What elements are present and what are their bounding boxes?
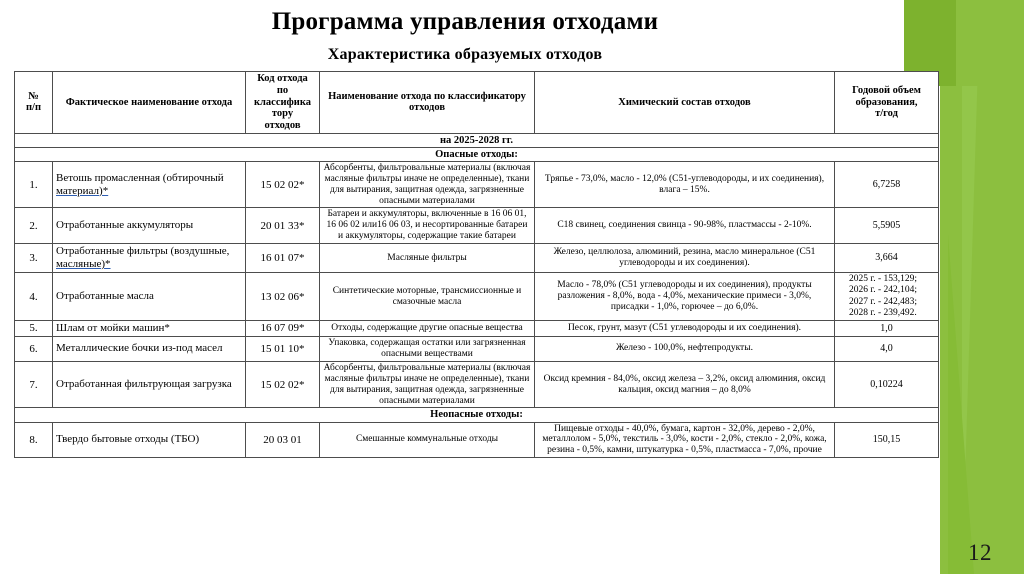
column-header-code-line4: тору [271, 108, 294, 120]
cell-number: 7. [15, 361, 53, 408]
cell-code: 15 02 02* [246, 361, 320, 408]
cell-volume: 0,10224 [835, 361, 939, 408]
cell-number: 4. [15, 273, 53, 321]
cell-volume: 1,0 [835, 320, 939, 336]
table-row [15, 361, 939, 408]
page-subtitle: Характеристика образуемых отходов [327, 46, 603, 63]
cell-name-text: Твердо бытовые отходы (ТБО) [56, 433, 200, 446]
column-header-number [15, 72, 53, 134]
table-header-row [15, 72, 939, 134]
cell-number: 8. [15, 422, 53, 458]
table-row [15, 422, 939, 458]
green-top-block-light [956, 0, 1024, 86]
cell-number: 1. [15, 161, 53, 208]
volume-year-line: 2028 г. - 239,492. [849, 307, 917, 318]
column-header-volume-line2: образования, [855, 96, 918, 108]
green-sliver-b [948, 234, 974, 574]
cell-volume: 6,7258 [835, 161, 939, 208]
cell-chemical: Масло - 78,0% (С51 углеводороды и их соединения), продукты разложения - 8,0%, вода - 4,0%, механические примеси - 3,0%, присадки - 1,0%, горючее – до 6,0%. [535, 273, 835, 321]
column-header-code-line5: отходов [264, 120, 301, 131]
cell-name-text: Металлические бочки из-под масел [56, 342, 223, 355]
cell-actual-name [53, 361, 246, 408]
table-row [15, 336, 939, 361]
slide-number: 12 [968, 540, 992, 565]
table-row [15, 161, 939, 208]
title-block [0, 0, 930, 64]
table-row [15, 320, 939, 336]
cell-name-text: Ветошь промасленная (обтирочный [56, 171, 224, 184]
cell-code: 16 07 09* [246, 320, 320, 336]
cell-chemical: С18 свинец, соединения свинца - 90-98%, пластмассы - 2-10%. [535, 208, 835, 244]
cell-actual-name [53, 422, 246, 458]
cell-actual-name [53, 244, 246, 273]
cell-chemical: Песок, грунт, мазут (С51 углеводороды и их соединения). [535, 320, 835, 336]
cell-classifier: Упаковка, содержащая остатки или загрязненная опасными веществами [320, 336, 535, 361]
table-row [15, 273, 939, 321]
cell-number: 6. [15, 336, 53, 361]
cell-classifier: Синтетические моторные, трансмиссионные и смазочные масла [320, 273, 535, 321]
cell-name-text: Шлам от мойки машин* [56, 321, 170, 334]
column-header-code-line2: по [276, 84, 289, 96]
cell-code: 15 02 02* [246, 161, 320, 208]
table-row [15, 244, 939, 273]
cell-chemical: Тряпье - 73,0%, масло - 12,0% (С51-углеводороды, и их соединения), влага – 15%. [535, 161, 835, 208]
cell-actual-name [53, 161, 246, 208]
cell-volume: 4,0 [835, 336, 939, 361]
cell-code: 13 02 06* [246, 273, 320, 321]
cell-volume-multiyear [835, 273, 939, 321]
cell-classifier: Смешанные коммунальные отходы [320, 422, 535, 458]
cell-number: 5. [15, 320, 53, 336]
cell-actual-name [53, 208, 246, 244]
column-header-number-line2: п/п [25, 102, 42, 114]
section-label-hazardous: Опасные отходы: [15, 147, 939, 161]
waste-table-container [14, 71, 938, 458]
cell-name-text: Отработанные масла [56, 290, 154, 303]
column-header-volume-line3: т/год [875, 108, 898, 120]
section-label-nonhazardous: Неопасные отходы: [15, 408, 939, 422]
cell-code: 20 03 01 [246, 422, 320, 458]
column-header-code [246, 72, 320, 134]
cell-actual-name [53, 273, 246, 321]
column-header-chemical: Химический состав отходов [535, 72, 835, 134]
cell-classifier: Батареи и аккумуляторы, включенные в 16 06 01, 16 06 02 или16 06 03, и несортированные батареи и аккумуляторы, содержащие такие батареи [320, 208, 535, 244]
period-row [15, 133, 939, 147]
cell-number: 3. [15, 244, 53, 273]
page-title: Программа управления отходами [271, 8, 659, 35]
cell-code: 16 01 07* [246, 244, 320, 273]
cell-name-text: Отработанные фильтры (воздушные, [56, 245, 230, 258]
column-header-code-line3: классифика [253, 96, 312, 108]
cell-classifier: Масляные фильтры [320, 244, 535, 273]
waste-characteristics-table [14, 71, 939, 458]
column-header-volume-line1: Годовой объем [852, 84, 921, 96]
cell-volume: 5,5905 [835, 208, 939, 244]
table-row [15, 208, 939, 244]
period-label: на 2025-2028 гг. [15, 133, 939, 147]
cell-code: 20 01 33* [246, 208, 320, 244]
cell-actual-name [53, 320, 246, 336]
cell-name-text: Отработанная фильтрующая загрузка [56, 378, 232, 391]
section-row-hazardous [15, 147, 939, 161]
column-header-actual-name: Фактическое наименование отхода [53, 72, 246, 134]
cell-name-misspelled: масляные)* [56, 258, 111, 271]
cell-number: 2. [15, 208, 53, 244]
cell-chemical: Пищевые отходы - 40,0%, бумага, картон - 32,0%, дерево - 2,0%, металлолом - 5,0%, текстиль - 3,0%, кости - 2,0%, стекло - 2,0%, кожа, резина - 0,5%, камни, штукатурка - 0,5%, пластмасса - 7,0%, прочие [535, 422, 835, 458]
column-header-classifier-name: Наименование отхода по классификатору отходов [320, 72, 535, 134]
table-body [15, 133, 939, 458]
column-header-code-line1: Код отхода [257, 73, 308, 84]
cell-volume: 3,664 [835, 244, 939, 273]
cell-classifier: Абсорбенты, фильтровальные материалы (включая масляные фильтры иначе не определенные), ткани для вытирания, защитная одежда, загрязненные опасными материалами [320, 361, 535, 408]
cell-actual-name [53, 336, 246, 361]
cell-chemical: Оксид кремния - 84,0%, оксид железа – 3,2%, оксид алюминия, оксид кальция, оксид магния – до 8,0% [535, 361, 835, 408]
volume-year-line: 2026 г. - 242,104; [849, 285, 918, 296]
column-header-number-line1: № [28, 90, 39, 102]
cell-chemical: Железо - 100,0%, нефтепродукты. [535, 336, 835, 361]
cell-chemical: Железо, целлюлоза, алюминий, резина, масло минеральное (С51 углеводороды и их соединения). [535, 244, 835, 273]
cell-name-misspelled: материал)* [56, 184, 109, 197]
cell-name-text: Отработанные аккумуляторы [56, 219, 194, 232]
volume-year-line: 2027 г. - 242,483; [849, 296, 918, 307]
cell-classifier: Отходы, содержащие другие опасные вещества [320, 320, 535, 336]
section-row-nonhazardous [15, 408, 939, 422]
column-header-volume [835, 72, 939, 134]
cell-code: 15 01 10* [246, 336, 320, 361]
cell-volume: 150,15 [835, 422, 939, 458]
volume-year-line: 2025 г. - 153,129; [849, 274, 918, 285]
table-header [15, 72, 939, 134]
cell-classifier: Абсорбенты, фильтровальные материалы (включая масляные фильтры иначе не определенные), ткани для вытирания, защитная одежда, загрязненные опасными материалами [320, 161, 535, 208]
